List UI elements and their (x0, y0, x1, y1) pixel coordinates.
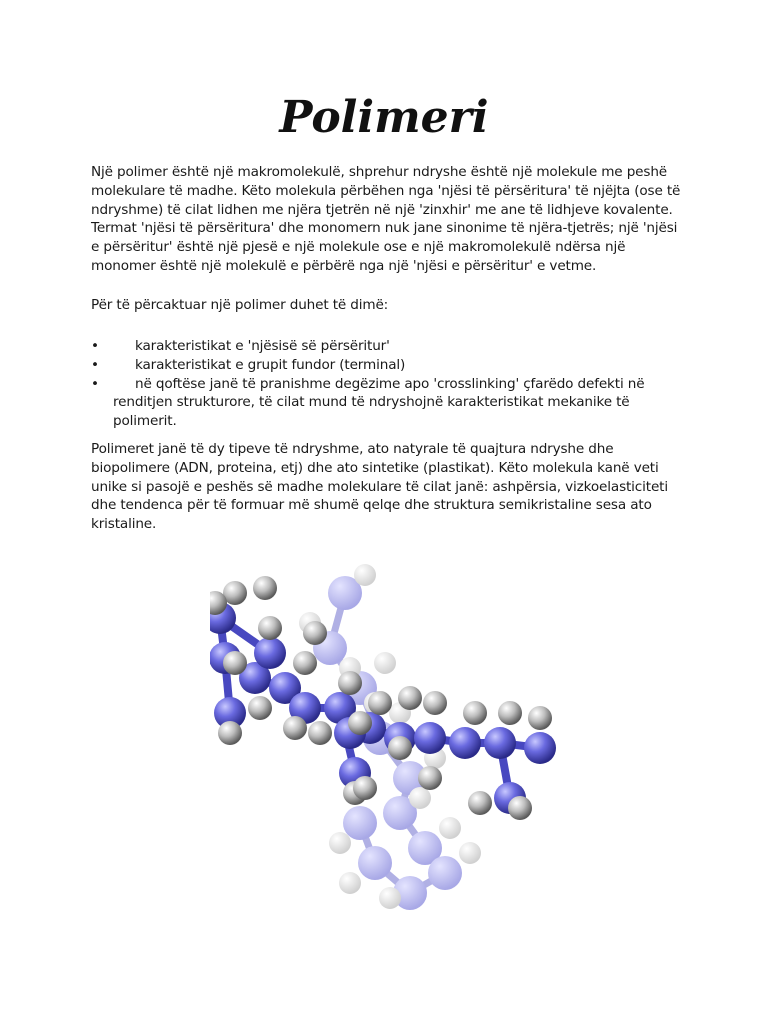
foreground-atoms (210, 576, 556, 820)
hydrogen-atom (498, 701, 522, 725)
hydrogen-atom (418, 766, 442, 790)
hydrogen-atom (398, 686, 422, 710)
list-item (91, 337, 681, 356)
hydrogen-atom (303, 621, 327, 645)
hydrogen-atom (459, 842, 481, 864)
hydrogen-atom (388, 736, 412, 760)
hydrogen-atom (293, 651, 317, 675)
hydrogen-atom (348, 711, 372, 735)
backbone-atom (358, 846, 392, 880)
list-item (91, 375, 681, 431)
hydrogen-atom (423, 691, 447, 715)
hydrogen-atom (253, 576, 277, 600)
page-title: Polimeri (279, 92, 489, 143)
hydrogen-atom (409, 787, 431, 809)
list-item-text: karakteristikat e 'njësisë së përsëritur' (135, 338, 390, 354)
intro-paragraph: Një polimer është një makromolekulë, shprehur ndryshe është një molekule me peshë molekulare të madhe. Këto molekula përbëhen nga 'njësi të përsëritura' të njëjta (ose të ndryshme) të cilat lidhen me njëra tjetrën në një 'zinxhir' me ane të lidhjeve kovalente. Termat 'njësi të përsëritura' dhe monomern nuk jane sinonime të njëra-tjetrës; një 'njësi e përsëritur' është një pjesë e një molekule ose e një makromolekulë ndërsa një monomer është një molekulë e përbërë nga një 'njësi e përsëritur' e vetme. (91, 164, 681, 274)
backbone-atom (254, 637, 286, 669)
hydrogen-atom (368, 691, 392, 715)
backbone-atom (414, 722, 446, 754)
hydrogen-atom (223, 651, 247, 675)
list-item-text: në qoftëse janë të pranishme degëzime apo 'crosslinking' çfarëdo defekti në renditjen strukturore, të cilat mund të ndryshojnë karakteristikat mekanike të polimerit. (113, 375, 645, 430)
hydrogen-atom (283, 716, 307, 740)
hydrogen-atom (374, 652, 396, 674)
definition-lead-paragraph: Për të përcaktuar një polimer duhet të dimë: (91, 297, 389, 313)
hydrogen-atom (258, 616, 282, 640)
hydrogen-atom (379, 887, 401, 909)
list-item-text: karakteristikat e grupit fundor (terminal) (135, 356, 406, 373)
hydrogen-atom (308, 721, 332, 745)
hydrogen-atom (338, 671, 362, 695)
hydrogen-atom (508, 796, 532, 820)
bullet-icon: • (91, 375, 99, 392)
backbone-atom (524, 732, 556, 764)
bullet-icon: • (91, 338, 99, 354)
list-item (91, 356, 681, 375)
hydrogen-atom (468, 791, 492, 815)
hydrogen-atom (528, 706, 552, 730)
backbone-atom (484, 727, 516, 759)
hydrogen-atom (353, 776, 377, 800)
hydrogen-atom (339, 872, 361, 894)
hydrogen-atom (354, 564, 376, 586)
hydrogen-atom (329, 832, 351, 854)
hydrogen-atom (463, 701, 487, 725)
backbone-atom (428, 856, 462, 890)
bullet-icon: • (91, 356, 99, 373)
hydrogen-atom (439, 817, 461, 839)
hydrogen-atom (218, 721, 242, 745)
hydrogen-atom (248, 696, 272, 720)
requirements-list (91, 337, 681, 431)
polymer-types-paragraph: Polimeret janë të dy tipeve të ndryshme, ato natyrale të quajtura ndryshe dhe biopolimere (ADN, proteina, etj) dhe ato sintetike (plastikat). Këto molekula kanë veti unike si pasojë e peshës së madhe molekulare të cilat janë: ashpërsia, vizkoelasticiteti dhe tendenca për të formuar më shumë qelqe dhe struktura semikristaline sesa ato kristaline. (91, 441, 668, 533)
backbone-atom (449, 727, 481, 759)
polymer-molecule-illustration (210, 563, 558, 919)
backbone-atom (343, 806, 377, 840)
